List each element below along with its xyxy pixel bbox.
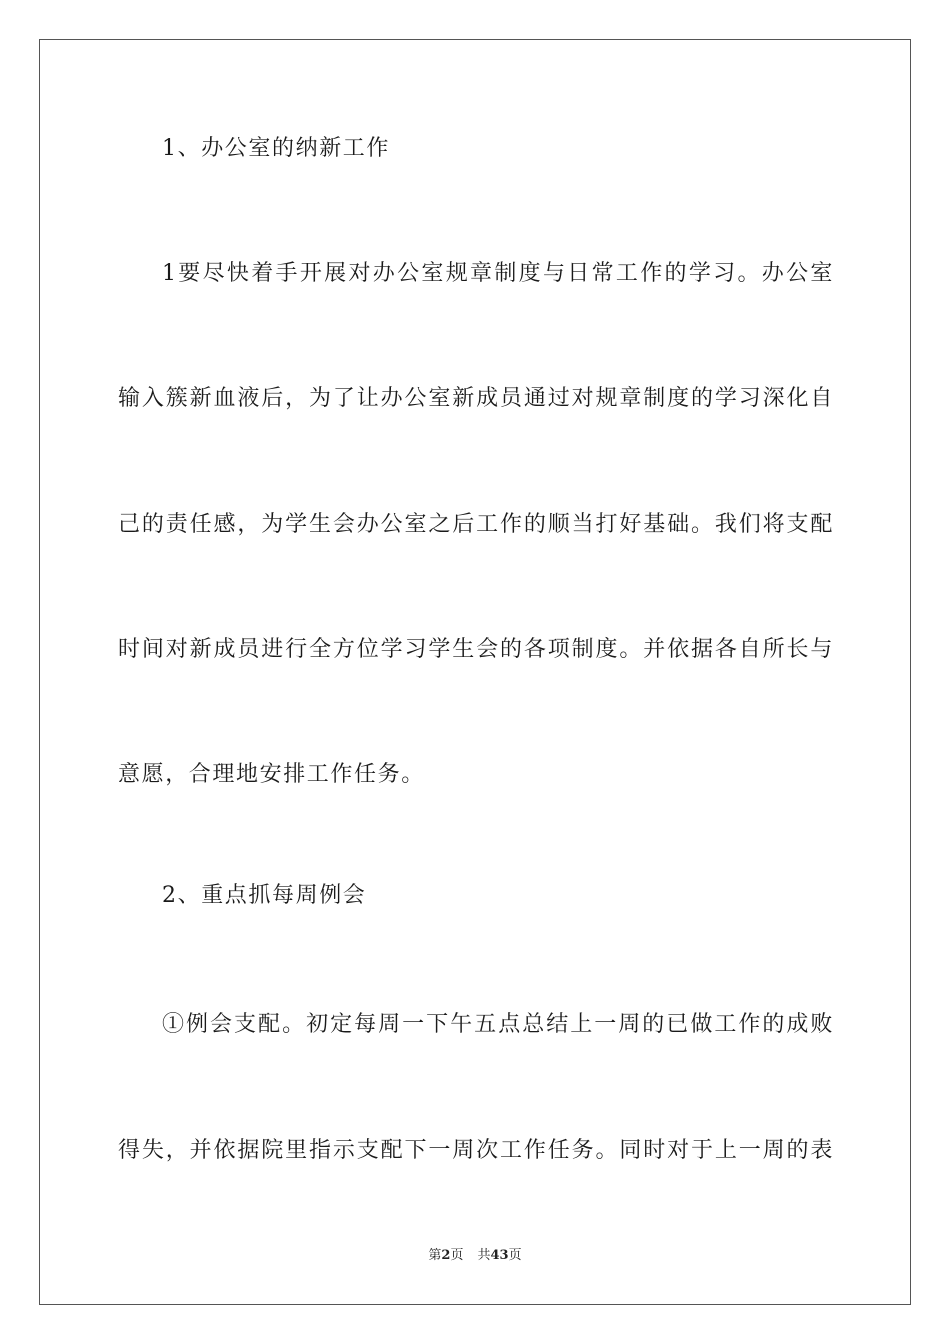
footer-total-suffix: 页 [508,1248,522,1263]
paragraph-line: 输入簇新血液后，为了让办公室新成员通过对规章制度的学习深化自 [118,386,834,411]
paragraph-line: 意愿，合理地安排工作任务。 [118,762,425,787]
paragraph-line: 时间对新成员进行全方位学习学生会的各项制度。并依据各自所长与 [118,637,834,662]
paragraph-line: 己的责任感，为学生会办公室之后工作的顺当打好基础。我们将支配 [118,512,834,537]
footer-page-suffix: 页 [450,1248,464,1263]
section-heading-1: 1、办公室的纳新工作 [162,136,390,161]
footer-total-prefix: 共 [477,1248,491,1263]
footer-page-prefix: 第 [428,1248,442,1263]
paragraph-line: 得失，并依据院里指示支配下一周次工作任务。同时对于上一周的表 [118,1138,834,1163]
paragraph-line: ①例会支配。初定每周一下午五点总结上一周的已做工作的成败 [162,1012,834,1037]
section-heading-2: 2、重点抓每周例会 [162,883,367,908]
footer-page-number: 2 [441,1248,451,1263]
footer-total-pages: 43 [490,1248,509,1263]
paragraph-line: 1要尽快着手开展对办公室规章制度与日常工作的学习。办公室 [162,261,834,286]
page-footer [0,1247,950,1265]
page-border [39,39,911,1305]
